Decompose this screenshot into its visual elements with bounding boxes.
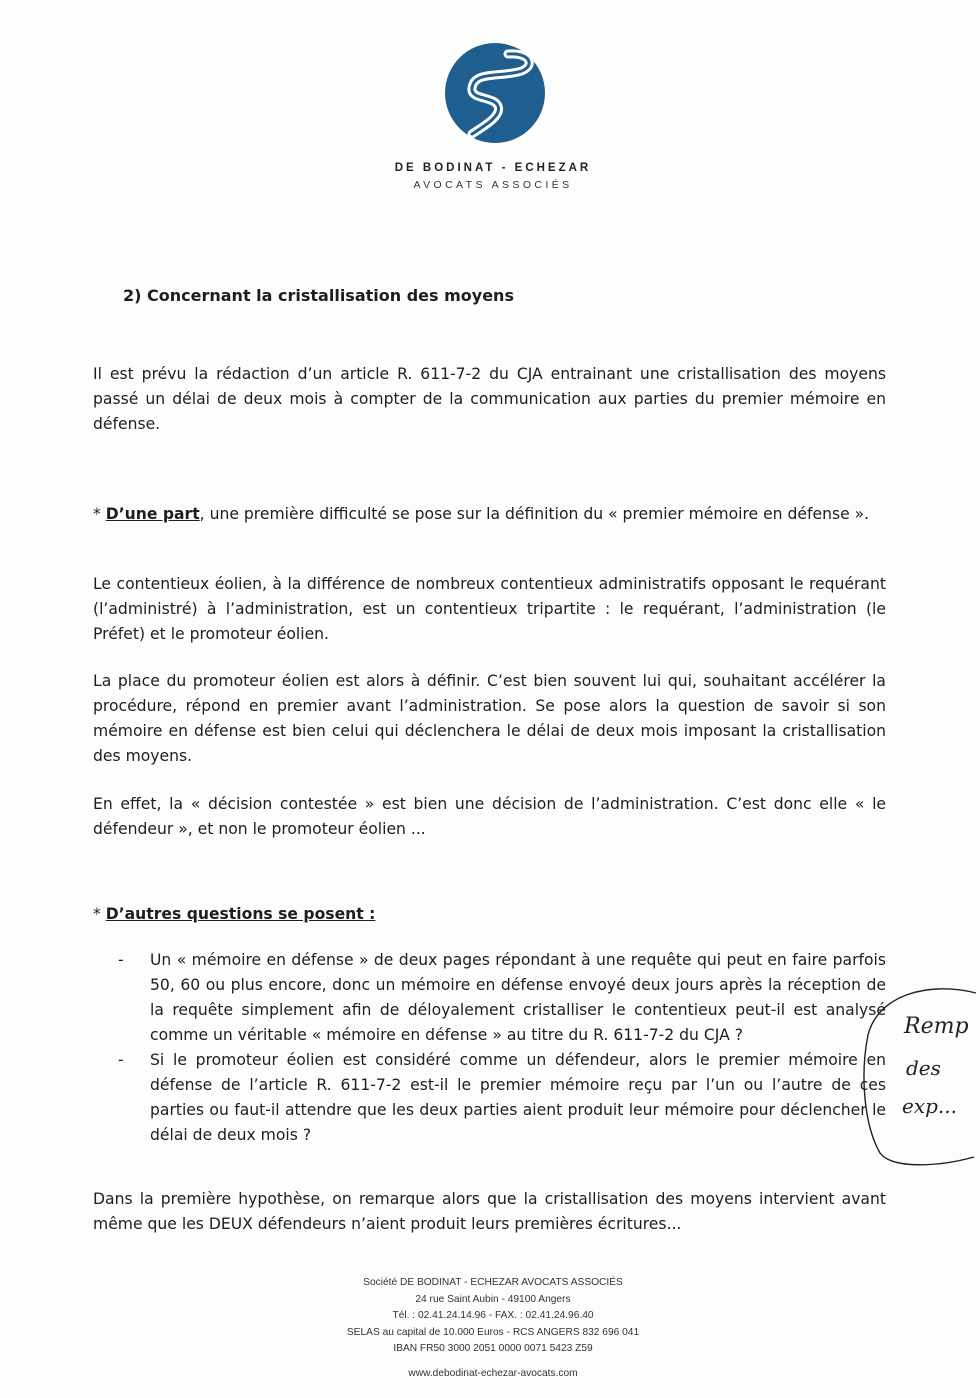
paragraph-text: , une première difficulté se pose sur la définition du « premier mémoire en défense ». <box>199 505 870 523</box>
footer-iban: IBAN FR50 3000 2051 0000 0071 5423 Z59 <box>393 1343 593 1355</box>
footer-website: www.debodinat-echezar-avocats.com <box>408 1367 578 1379</box>
annotation-line-3: exp... <box>902 1094 957 1118</box>
footer-address: 24 rue Saint Aubin - 49100 Angers <box>415 1293 571 1305</box>
bullet-star: * <box>93 905 106 923</box>
paragraph-conclusion: Dans la première hypothèse, on remarque alors que la cristallisation des moyens intervient avant même que les DEUX défendeurs n’aient produit leurs premières écritures... <box>93 1190 886 1233</box>
footer-registration: SELAS au capital de 10.000 Euros - RCS ANGERS 832 696 041 <box>346 1326 640 1338</box>
paragraph-first-difficulty <box>93 502 886 527</box>
firm-name: DE BODINAT - ECHEZAR <box>394 162 592 174</box>
annotation-line-1: Remp <box>904 1014 969 1039</box>
footer-company: Société DE BODINAT - ECHEZAR AVOCATS ASSOCIÉS <box>363 1277 623 1288</box>
list-item-text: Un « mémoire en défense » de deux pages répondant à une requête qui peut en faire parfois 50, 60 ou plus encore, donc un mémoire en défense envoyé deux jours après la réception de la requête simplement afin de déloyalement cristalliser le contentieux peut-il est analysé comme un véritable « mémoire en défense » au titre du R. 611-7-2 du CJA ? <box>150 951 886 1044</box>
paragraph-tripartite: Le contentieux éolien, à la différence de nombreux contentieux administratifs opposant le requérant (l’administré) à l’administration, est un contentieux tripartite : le requérant, l’administration (le Préfet) et le promoteur éolien. <box>93 575 886 643</box>
emphasis-dautres-questions: D’autres questions se posent <box>105 905 364 923</box>
emphasis-dune-part: D’une part <box>105 505 200 523</box>
handwritten-annotation <box>858 985 980 1170</box>
paragraph-other-questions <box>93 902 886 927</box>
question-list <box>118 948 886 1148</box>
road-curve-logo <box>444 42 546 144</box>
paragraph-promoteur: La place du promoteur éolien est alors à définir. C’est bien souvent lui qui, souhaitant accélérer la procédure, répond en premier avant l’administration. Se pose alors la question de savoir si son mémoire en défense est bien celui qui déclenchera le délai de deux mois imposant la cristallisation des moyens. <box>93 672 886 765</box>
colon: : <box>363 905 376 923</box>
dash-marker: - <box>118 1051 124 1069</box>
bullet-star: * <box>93 505 106 523</box>
section-title: 2) Concernant la cristallisation des moyens <box>123 286 514 305</box>
firm-subtitle: AVOCATS ASSOCIÉS <box>413 179 573 191</box>
list-item <box>118 948 886 1048</box>
annotation-line-2: des <box>906 1056 941 1080</box>
paragraph-intro: Il est prévu la rédaction d’un article R. 611-7-2 du CJA entrainant une cristallisation des moyens passé un délai de deux mois à compter de la communication aux parties du premier mémoire en défense. <box>93 365 886 433</box>
footer <box>0 1275 980 1383</box>
footer-phone: Tél. : 02.41.24.14.96 - FAX. : 02.41.24.96.40 <box>392 1310 594 1322</box>
list-item <box>118 1048 886 1148</box>
list-item-text: Si le promoteur éolien est considéré comme un défendeur, alors le premier mémoire en défense de l’article R. 611-7-2 est-il le premier mémoire reçu par l’un ou l’autre de ces parties ou faut-il attendre que les deux parties aient produit leur mémoire pour déclencher le délai de deux mois ? <box>150 1051 886 1144</box>
paragraph-decision: En effet, la « décision contestée » est bien une décision de l’administration. C’est donc elle « le défendeur », et non le promoteur éolien ... <box>93 795 886 838</box>
dash-marker: - <box>118 951 124 969</box>
